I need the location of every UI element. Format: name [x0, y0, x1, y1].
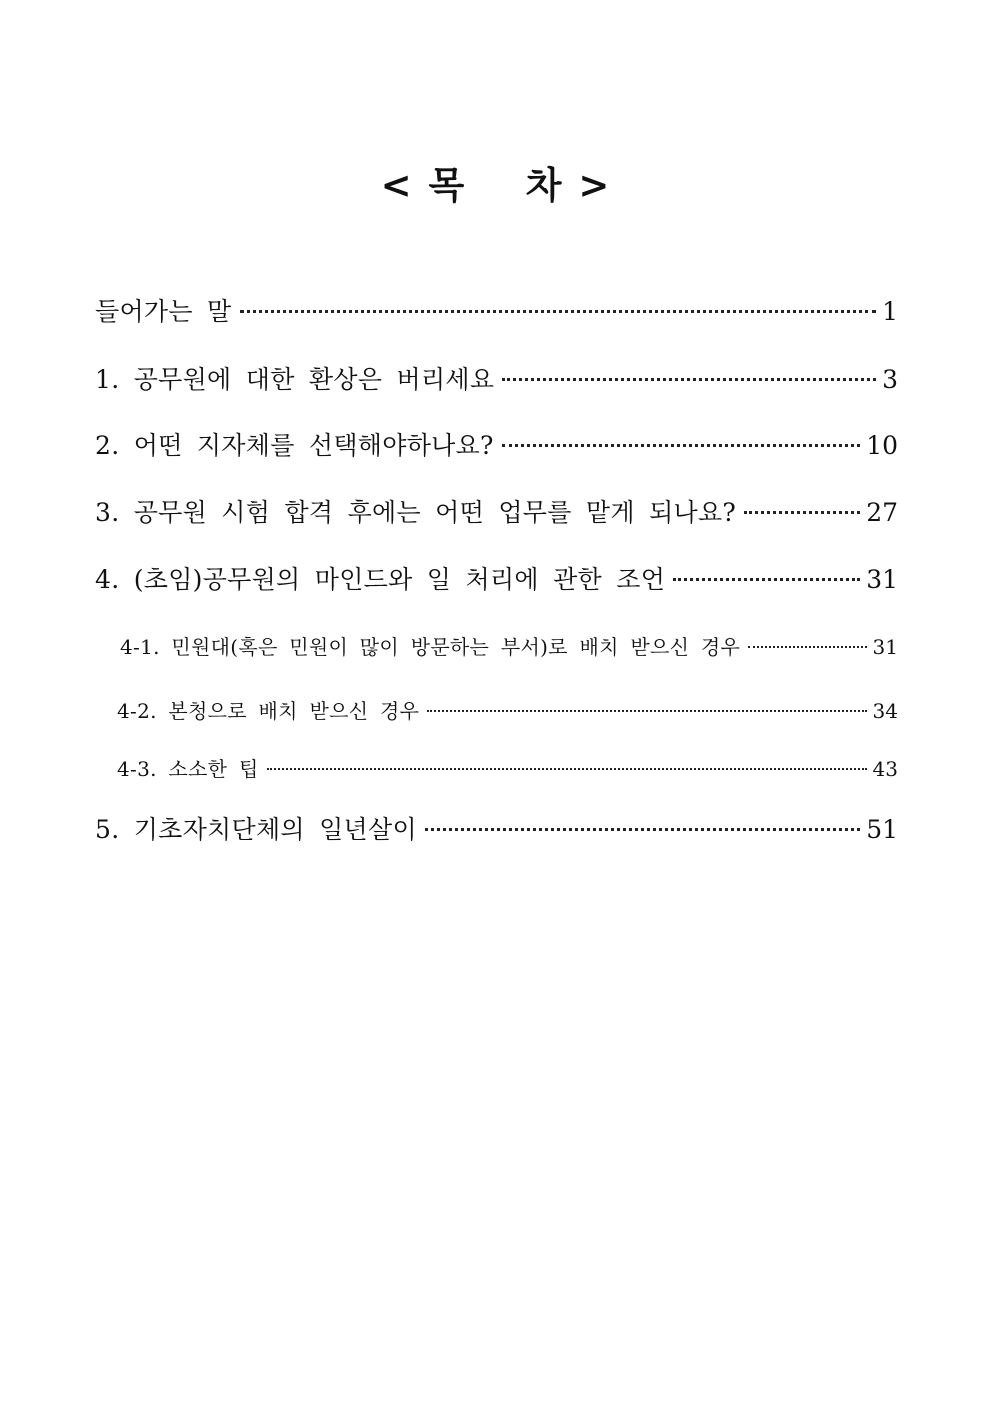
- dot-leader: [744, 511, 860, 514]
- toc-entry[interactable]: [95, 294, 898, 330]
- toc-entry[interactable]: [95, 362, 898, 398]
- toc-entry-page: 31: [872, 635, 898, 659]
- toc-subentry[interactable]: [117, 696, 898, 726]
- dot-leader: [673, 578, 860, 581]
- toc-entry-label: 4-3. 소소한 팁: [117, 757, 259, 781]
- page-title: < 목 차 >: [380, 163, 612, 207]
- toc-entry-label: 5. 기초자치단체의 일년살이: [95, 815, 417, 844]
- toc-subentry[interactable]: [120, 632, 898, 662]
- toc-entry-page: 34: [872, 699, 898, 723]
- toc-entry-label: 2. 어떤 지자체를 선택해야하나요?: [95, 431, 494, 460]
- dot-leader: [267, 768, 867, 770]
- dot-leader: [240, 310, 877, 313]
- toc-entry-page: 3: [882, 365, 898, 394]
- toc-entry-page: 51: [866, 815, 898, 844]
- toc-entry-label: 4. (초임)공무원의 마인드와 일 처리에 관한 조언: [95, 565, 666, 594]
- dot-leader: [502, 444, 860, 447]
- dot-leader: [425, 828, 860, 831]
- toc-entry[interactable]: [95, 812, 898, 848]
- toc-entry-label: 4-2. 본청으로 배치 받으신 경우: [117, 699, 420, 723]
- toc-entry-label: 들어가는 말: [95, 297, 232, 326]
- toc-entry-label: 1. 공무원에 대한 환상은 버리세요: [95, 365, 495, 394]
- dot-leader: [748, 646, 866, 648]
- dot-leader: [427, 710, 866, 712]
- toc-subentry[interactable]: [117, 754, 898, 784]
- toc-entry-label: 4-1. 민원대(혹은 민원이 많이 방문하는 부서)로 배치 받으신 경우: [120, 635, 741, 659]
- toc-entry-page: 31: [866, 565, 898, 594]
- toc-entry-page: 1: [882, 297, 898, 326]
- toc-entry-page: 10: [866, 431, 898, 460]
- toc-entry[interactable]: [95, 495, 898, 531]
- dot-leader: [502, 378, 876, 381]
- toc-entry[interactable]: [95, 562, 898, 598]
- toc-entry[interactable]: [95, 428, 898, 464]
- toc-entry-page: 27: [866, 498, 898, 527]
- toc-entry-page: 43: [872, 757, 898, 781]
- toc-entry-label: 3. 공무원 시험 합격 후에는 어떤 업무를 맡게 되나요?: [95, 498, 737, 527]
